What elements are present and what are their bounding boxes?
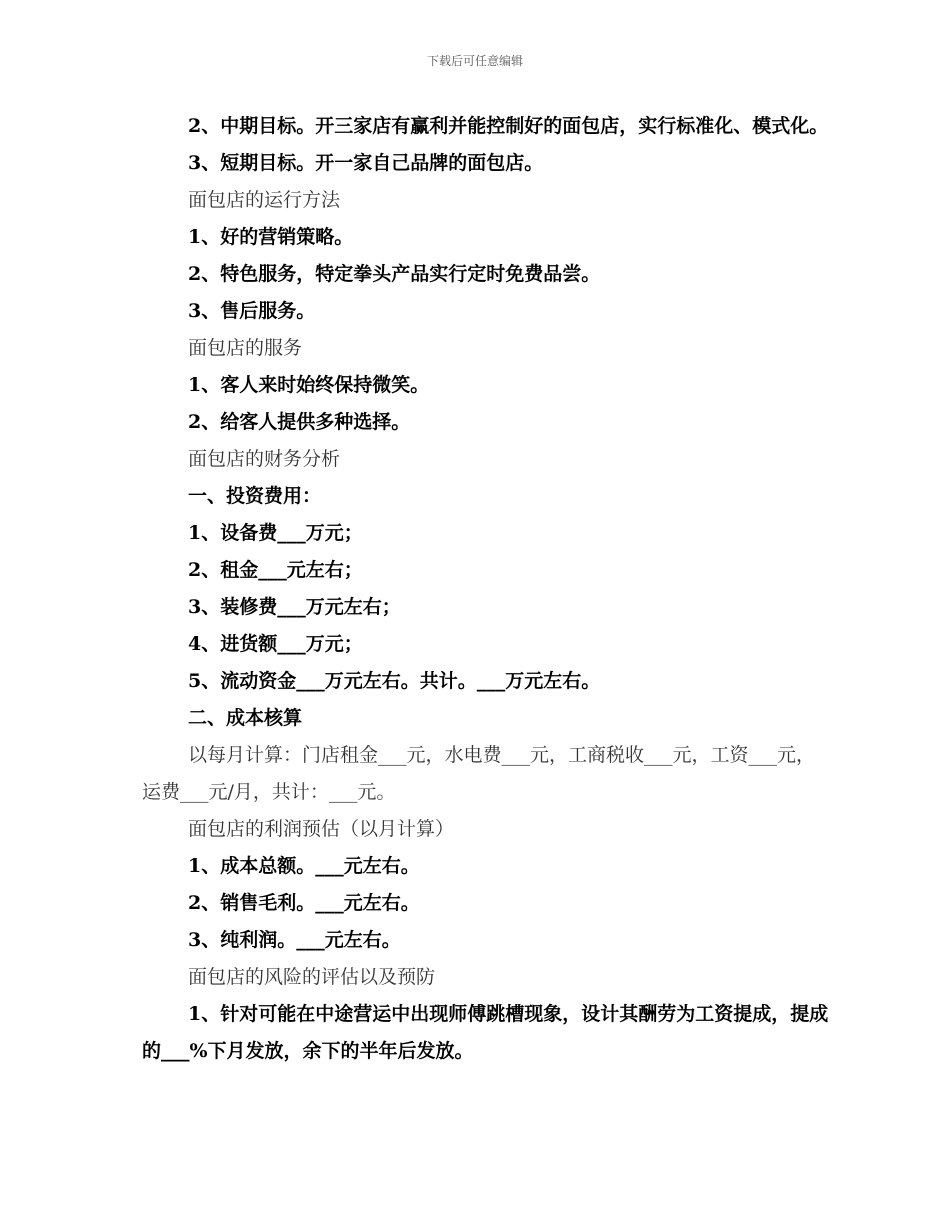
list-item: 2、租金___元左右； — [188, 559, 363, 581]
paragraph-monthly-cost: 以每月计算：门店租金___元，水电费___元，工商税收___元，工资___元，运费___元/月，共计：___元。 — [142, 744, 816, 803]
paragraph-short-term-goal: 3、短期目标。开一家自己品牌的面包店。 — [188, 152, 544, 174]
paragraph-risk-measure: 1、针对可能在中途营运中出现师傅跳槽现象，设计其酬劳为工资提成，提成的___%下月发放，余下的半年后发放。 — [142, 1003, 829, 1062]
list-item: 1、客人来时始终保持微笑。 — [188, 374, 430, 396]
list-item: 1、成本总额。___元左右。 — [188, 855, 420, 877]
section-heading-finance: 面包店的财务分析 — [188, 448, 341, 470]
list-item: 1、好的营销策略。 — [188, 226, 354, 248]
section-heading-service: 面包店的服务 — [188, 337, 303, 359]
list-item: 5、流动资金___万元左右。共计。___万元左右。 — [188, 670, 601, 692]
paragraph-mid-term-goal: 2、中期目标。开三家店有赢利并能控制好的面包店，实行标准化、模式化。 — [188, 115, 829, 137]
section-heading-risk: 面包店的风险的评估以及预防 — [188, 966, 436, 988]
list-item: 2、特色服务，特定拳头产品实行定时免费品尝。 — [188, 263, 601, 285]
document-body — [142, 108, 832, 1070]
page-header: 下载后可任意编辑 — [426, 54, 523, 68]
list-item: 4、进货额___万元； — [188, 633, 363, 655]
list-item: 3、售后服务。 — [188, 300, 316, 322]
list-item: 2、给客人提供多种选择。 — [188, 411, 411, 433]
subheading-cost: 二、成本核算 — [188, 707, 303, 729]
list-item: 1、设备费___万元； — [188, 522, 363, 544]
section-heading-profit: 面包店的利润预估（以月计算） — [188, 818, 455, 840]
section-heading-operation: 面包店的运行方法 — [188, 189, 341, 211]
list-item: 2、销售毛利。___元左右。 — [188, 892, 420, 914]
list-item: 3、纯利润。___元左右。 — [188, 929, 401, 951]
subheading-investment: 一、投资费用： — [188, 485, 322, 507]
list-item: 3、装修费___万元左右； — [188, 596, 401, 618]
